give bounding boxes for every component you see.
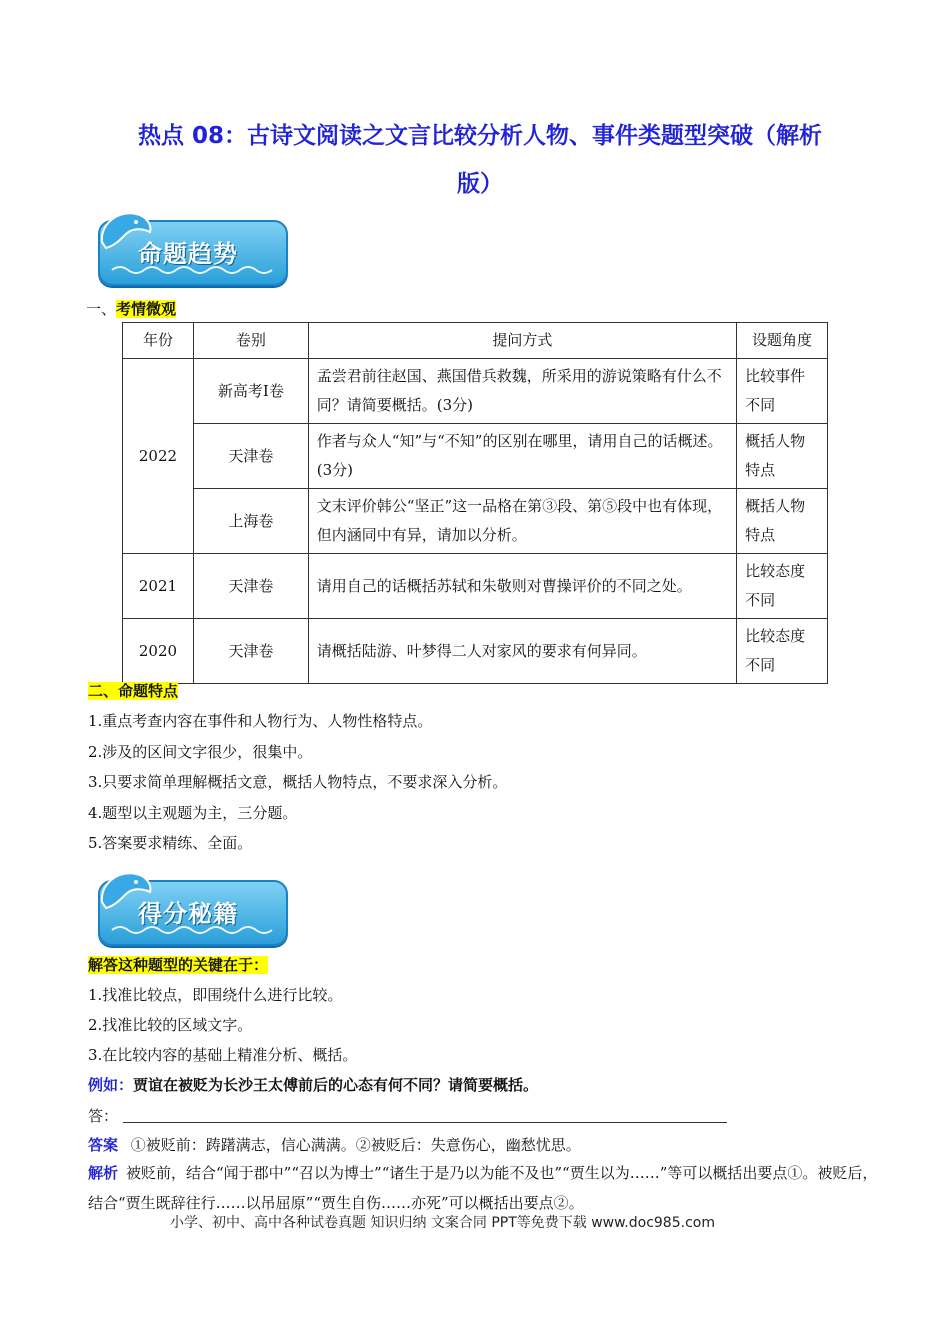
header-question: 提问方式 — [308, 323, 736, 359]
example-label: 例如： — [88, 1076, 134, 1094]
header-year: 年份 — [123, 323, 194, 359]
page-title — [90, 112, 870, 208]
list-item: 3.只要求简单理解概括文意，概括人物特点，不要求深入分析。 — [88, 773, 508, 791]
banner-trend — [92, 202, 288, 288]
list-item: 1.找准比较点，即围绕什么进行比较。 — [88, 986, 343, 1004]
secrets-heading — [88, 954, 268, 975]
cell-question: 请概括陆游、叶梦得二人对家风的要求有何异同。 — [308, 619, 736, 684]
cell-year: 2021 — [123, 554, 194, 619]
answer-text: ①被贬前：踌躇满志，信心满满。②被贬后：失意伤心，幽愁忧思。 — [130, 1136, 581, 1154]
section-2-heading — [88, 680, 178, 701]
title-line-2: 版） — [457, 171, 503, 197]
banner-label: 命题趋势 — [138, 240, 238, 268]
cell-year: 2022 — [123, 359, 194, 554]
table-row — [123, 489, 828, 554]
cell-volume: 天津卷 — [193, 554, 308, 619]
footer-text: 小学、初中、高中各种试卷真题 知识归纳 文案合同 PPT等免费下载 www.doc985.com — [170, 1215, 715, 1231]
section-2-title: 二、命题特点 — [88, 682, 179, 700]
cell-angle: 比较态度不同 — [737, 619, 828, 684]
list-item: 2.找准比较的区域文字。 — [88, 1016, 253, 1034]
banner-label: 得分秘籍 — [138, 900, 238, 928]
cell-question: 孟尝君前往赵国、燕国借兵救魏，所采用的游说策略有什么不同？请简要概括。(3分) — [308, 359, 736, 424]
cell-angle: 概括人物特点 — [737, 424, 828, 489]
answer-prompt: 答： — [88, 1107, 119, 1125]
list-item: 4.题型以主观题为主，三分题。 — [88, 804, 298, 822]
cell-volume: 上海卷 — [193, 489, 308, 554]
list-item: 1.重点考查内容在事件和人物行为、人物性格特点。 — [88, 712, 433, 730]
cell-angle: 比较事件不同 — [737, 359, 828, 424]
answer-prompt-line — [88, 1105, 727, 1126]
section-1-heading — [86, 298, 176, 319]
secrets-title: 解答这种题型的关键在于： — [88, 956, 269, 974]
list-item: 2.涉及的区间文字很少，很集中。 — [88, 743, 313, 761]
answer-line — [88, 1134, 581, 1155]
cell-angle: 比较态度不同 — [737, 554, 828, 619]
cell-year: 2020 — [123, 619, 194, 684]
cell-question: 文末评价韩公“坚正”这一品格在第③段、第⑤段中也有体现，但内涵同中有异，请加以分析。 — [308, 489, 736, 554]
cell-volume: 天津卷 — [193, 424, 308, 489]
table-row — [123, 619, 828, 684]
answer-blank — [123, 1122, 727, 1123]
title-line-1: 热点 08：古诗文阅读之文言比较分析人物、事件类题型突破（解析 — [137, 123, 822, 149]
table-row — [123, 554, 828, 619]
exam-table — [122, 322, 828, 684]
header-volume: 卷别 — [193, 323, 308, 359]
cell-angle: 概括人物特点 — [737, 489, 828, 554]
list-item: 5.答案要求精练、全面。 — [88, 834, 253, 852]
list-item: 3.在比较内容的基础上精准分析、概括。 — [88, 1046, 358, 1064]
section-1-prefix: 一、 — [86, 300, 117, 318]
cell-volume: 新高考Ⅰ卷 — [193, 359, 308, 424]
example-question — [88, 1074, 538, 1095]
table-row — [123, 424, 828, 489]
header-angle: 设题角度 — [737, 323, 828, 359]
table-header-row — [123, 323, 828, 359]
answer-label: 答案 — [88, 1136, 119, 1154]
analysis-paragraph — [88, 1158, 878, 1218]
analysis-text: 被贬前，结合“闻于郡中”“召以为博士”“诸生于是乃以为能不及也”“贾生以为……”等可以概括出要点①。被贬后，结合“贾生既辞往行……以吊屈原”“贾生自伤……亦死”可以概括出要点②。 — [88, 1164, 878, 1212]
banner-secrets — [92, 862, 288, 948]
cell-question: 请用自己的话概括苏轼和朱敬则对曹操评价的不同之处。 — [308, 554, 736, 619]
example-text: 贾谊在被贬为长沙王太傅前后的心态有何不同？请简要概括。 — [133, 1076, 539, 1094]
analysis-label: 解析 — [88, 1164, 119, 1182]
cell-volume: 天津卷 — [193, 619, 308, 684]
table-row — [123, 359, 828, 424]
section-1-title: 考情微观 — [116, 300, 177, 318]
cell-question: 作者与众人“知”与“不知”的区别在哪里，请用自己的话概述。(3分) — [308, 424, 736, 489]
